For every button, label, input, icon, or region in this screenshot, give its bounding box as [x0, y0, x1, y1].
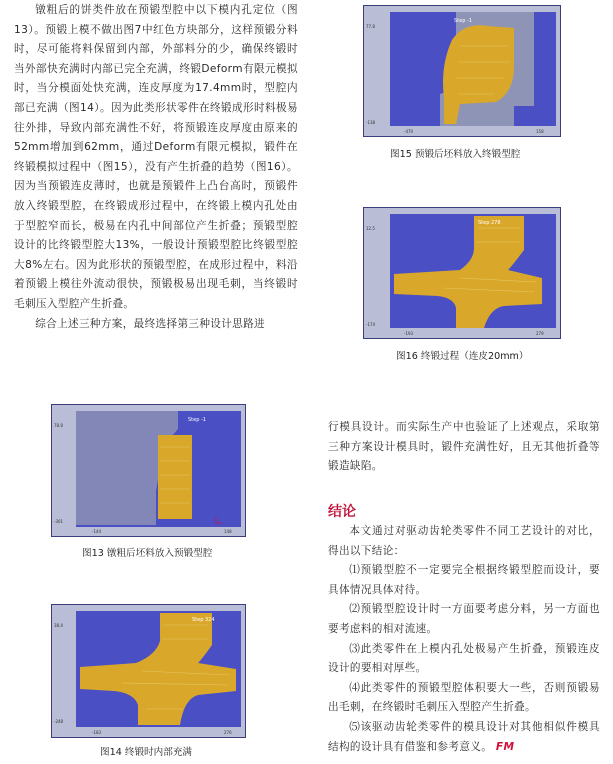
figure-13-caption: 图13 镦粗后坯料放入预锻型腔: [82, 548, 213, 559]
svg-text:-183: -183: [92, 730, 102, 735]
figure-15-image: [363, 5, 561, 137]
svg-text:-301: -301: [54, 519, 64, 524]
figure-13-image: [51, 404, 246, 537]
body-paragraph: 镦粗后的饼类件放在预锻型腔中以下模内孔定位（图13）。预锻上模不做出图7中红色方块部分，这样预锻分料时，尽可能将料保留到内部，外部料分的少，确保终锻时当外部快充满时内部已完全充满，终锻Deform有限元模拟时，当分模面处快充满，连皮厚度为17.4mm时，型腔内部已充满（图14）。因为此类形状零件在终锻成形时料极易往外排，导致内部充满性不好，将预锻连皮厚度由原来的52mm增加到62mm，通过Deform有限元模拟，锻件在终锻模拟过程中（图15），没有产生折叠的趋势（图16）。因为当预锻连皮薄时，也就是预锻件上凸台高时，预锻件放入终锻型腔，在终锻成形过程中，在终锻上模内孔处由于型腔窄而长，极易在内孔中间部位产生折叠；预锻型腔设计的比终锻型腔大13%，一般设计预锻型腔比终锻型腔大8%左右。因为此形状的预锻型腔，在成形过程中，料沿着预锻上模往外流动很快，预锻极易出现毛刺，当终锻时毛刺压入型腔产生折叠。: [14, 4, 298, 310]
conclusion-intro: 本文通过对驱动齿轮类零件不同工艺设计的对比，得出以下结论：: [328, 525, 600, 557]
svg-text:78.8: 78.8: [54, 423, 63, 428]
svg-text:276: 276: [224, 730, 232, 735]
body-paragraph: 综合上述三种方案，最终选择第三种设计思路进: [35, 317, 266, 330]
svg-text:-174: -174: [366, 322, 376, 327]
step-label: Step 324: [192, 617, 215, 623]
conclusion-item: ⑷此类零件的预锻型腔体积要大一些，否则预锻易出毛刺，在终锻时毛刺压入型腔产生折叠。: [328, 681, 600, 714]
figure-14-image: [51, 604, 246, 738]
figure-14-caption: 图14 终锻时内部充满: [100, 747, 193, 758]
svg-text:279: 279: [536, 331, 544, 336]
figure-16-image: [363, 207, 561, 339]
svg-text:-470: -470: [404, 129, 414, 134]
left-column-text: [14, 1, 298, 334]
conclusion-item: ⑴预锻型腔不一定要完全根据终锻型腔而设计，要具体情况具体对待。: [328, 564, 600, 596]
svg-text:38.4: 38.4: [54, 623, 63, 628]
svg-text:-138: -138: [366, 120, 376, 125]
svg-text:-193: -193: [404, 331, 414, 336]
conclusion-item: ⑵预锻型腔设计时一方面要考虑分料，另一方面也要考虑料的相对流速。: [328, 603, 600, 635]
svg-text:158: 158: [536, 129, 544, 134]
figure-15-caption: 图15 预锻后坯料放入终锻型腔: [390, 149, 521, 160]
svg-text:77.8: 77.8: [366, 24, 375, 29]
step-label: Step -1: [454, 18, 472, 24]
conclusion-list: [328, 522, 600, 757]
conclusion-heading: 结论: [328, 504, 356, 520]
conclusion-item: ⑸该驱动齿轮类零件的模具设计对其他相似件模具结构的设计具有借鉴和参考意义。 FM: [328, 720, 600, 753]
svg-text:148: 148: [224, 529, 232, 534]
right-column-text: [328, 418, 600, 477]
svg-text:-144: -144: [92, 529, 102, 534]
step-label: Step 278: [478, 220, 501, 226]
svg-text:-248: -248: [54, 719, 64, 724]
svg-text:12.5: 12.5: [366, 226, 375, 231]
conclusion-item: ⑶此类零件在上模内孔处极易产生折叠，预锻连皮设计的要相对厚些。: [328, 642, 600, 675]
figure-16-caption: 图16 终锻过程（连皮20mm）: [396, 351, 529, 362]
fm-logo: FM: [495, 740, 515, 753]
step-label: Step -1: [188, 417, 206, 423]
body-paragraph: 行模具设计。而实际生产中也验证了上述观点，采取第三种方案设计模具时，锻件充满性好，且无其他折叠等锻造缺陷。: [328, 421, 600, 473]
